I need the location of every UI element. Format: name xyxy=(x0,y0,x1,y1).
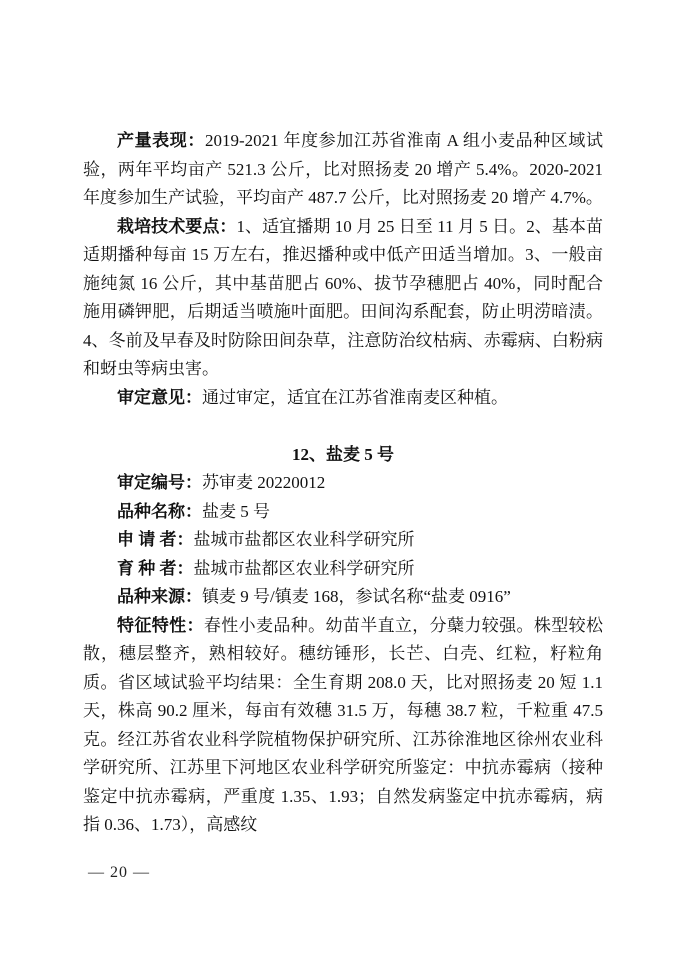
yield-performance-label: 产量表现： xyxy=(117,131,205,150)
variety-name-value: 盐麦 5 号 xyxy=(202,501,270,521)
certification-number-value: 苏审麦 20220012 xyxy=(202,473,326,492)
paragraph-characteristics xyxy=(83,612,603,840)
paragraph-yield-performance xyxy=(83,127,603,213)
variety-source-label: 品种来源： xyxy=(117,587,202,606)
page-footer xyxy=(88,862,150,884)
variety-name-label: 品种名称： xyxy=(117,501,202,521)
characteristics-text: 春性小麦品种。幼苗半直立，分蘖力较强。株型较松散，穗层整齐，熟相较好。穗纺锤形，长芒、白壳、红粒，籽粒角质。省区域试验平均结果：全生育期 208.0 天，比对照扬麦 20 短 1.1 天，株高 90.2 厘米，每亩有效穗 31.5 万，每穗 38.7 粒，千粒重 47.5 克。经江苏省农业科学院植物保护研究所、江苏徐淮地区徐州农业科学研究所、江苏里下河地区农业科学研究所鉴定：中抗赤霉病（接种鉴定中抗赤霉病，严重度 1.35、1.93；自然发病鉴定中抗赤霉病，病指 0.36、1.73），高感纹 xyxy=(83,615,604,834)
cultivation-techniques-label: 栽培技术要点： xyxy=(117,216,237,236)
paragraph-cultivation-techniques xyxy=(83,213,603,384)
field-variety-source xyxy=(83,583,603,612)
page-number: — 20 — xyxy=(88,864,150,881)
variety-source-value: 镇麦 9 号/镇麦 168，参试名称“盐麦 0916” xyxy=(202,587,511,606)
certification-opinion-label: 审定意见： xyxy=(117,387,202,407)
applicant-label: 申 请 者： xyxy=(117,530,194,549)
page-body xyxy=(83,127,603,840)
variety-heading: 12、盐麦 5 号 xyxy=(292,444,394,464)
field-applicant xyxy=(83,526,603,555)
breeder-value: 盐城市盐都区农业科学研究所 xyxy=(193,558,415,578)
applicant-value: 盐城市盐都区农业科学研究所 xyxy=(193,530,415,549)
field-breeder xyxy=(83,555,603,584)
field-variety-name xyxy=(83,498,603,527)
paragraph-certification-opinion xyxy=(83,384,603,413)
breeder-label: 育 种 者： xyxy=(117,558,194,578)
characteristics-label: 特征特性： xyxy=(117,615,204,635)
certification-number-label: 审定编号： xyxy=(117,473,202,492)
yield-performance-text: 2019-2021 年度参加江苏省淮南 A 组小麦品种区域试验，两年平均亩产 521.3 公斤，比对照扬麦 20 增产 5.4%。2020-2021 年度参加生产试验，平均亩产 487.7 公斤，比对照扬麦 20 增产 4.7%。 xyxy=(83,131,603,207)
field-certification-number xyxy=(83,469,603,498)
cultivation-techniques-text: 1、适宜播期 10 月 25 日至 11 月 5 日。2、基本苗适期播种每亩 15 万左右，推迟播种或中低产田适当增加。3、一般亩施纯氮 16 公斤，其中基苗肥占 60%、拔节孕穗肥占 40%，同时配合施用磷钾肥，后期适当喷施叶面肥。田间沟系配套，防止明涝暗渍。4、冬前及早春及时防除田间杂草，注意防治纹枯病、赤霉病、白粉病和蚜虫等病虫害。 xyxy=(83,216,603,378)
certification-opinion-text: 通过审定，适宜在江苏省淮南麦区种植。 xyxy=(202,387,508,407)
